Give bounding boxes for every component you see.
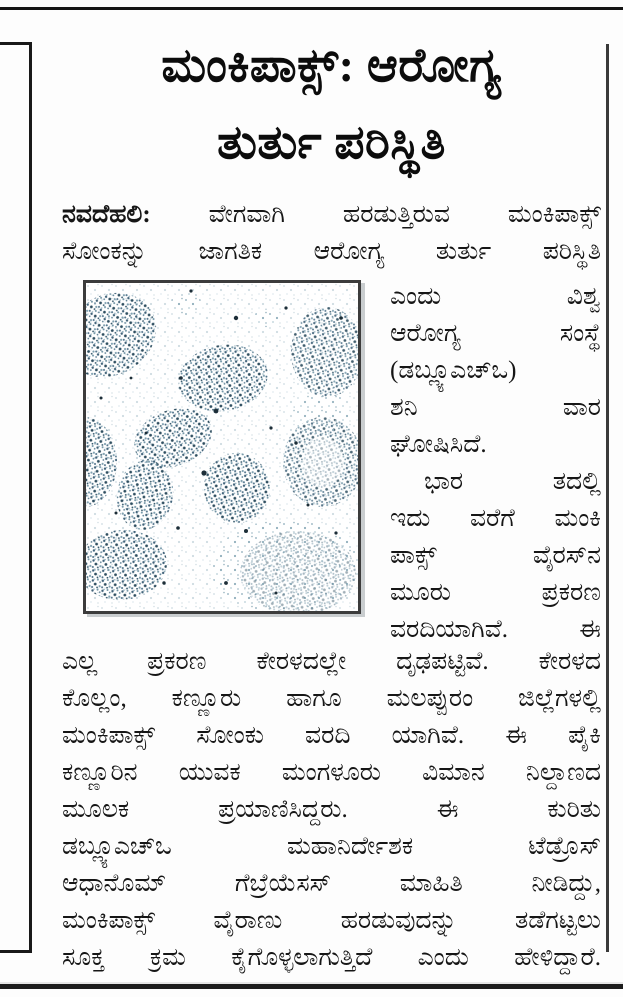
body-line: ಮಂಕಿಪಾಕ್ಸ್ ಸೋಂಕು ವರದಿ ಯಾಗಿವೆ. ಈ ಪೈಕಿ — [62, 722, 601, 749]
micrograph-illustration — [86, 283, 358, 611]
dateline: ನವದೆಹಲಿ: — [62, 201, 151, 228]
body-line: ಡಬ್ಲ್ಯೂಎಚ್‌ಒ ಮಹಾನಿರ್ದೇಶಕ ಟೆಡ್ರೊಸ್ — [62, 833, 601, 860]
column-line: ಎಂದು ವಿಶ್ವ — [390, 283, 601, 310]
article — [60, 0, 603, 997]
body-line: ಮಂಕಿಪಾಕ್ಸ್ ವೈರಾಣು ಹರಡುವುದನ್ನು ತಡೆಗಟ್ಟಲು — [62, 907, 601, 934]
body-text — [62, 643, 601, 976]
headline — [60, 28, 603, 182]
body-line: ಕಣ್ಣೂರಿನ ಯುವಕ ಮಂಗಳೂರು ವಿಮಾನ ನಿಲ್ದಾಣದ — [62, 759, 601, 786]
intro-line-text: ವೇಗವಾಗಿ ಹರಡುತ್ತಿರುವ ಮಂಕಿಪಾಕ್ಸ್ — [208, 201, 601, 228]
headline-line-1: ಮಂಕಿಪಾಕ್ಸ್: ಆರೋಗ್ಯ — [161, 40, 502, 92]
column-divider-rule — [606, 44, 609, 952]
wrap-column-text — [390, 278, 601, 648]
virus-micrograph-photo — [83, 280, 361, 614]
column-line: ವರದಿಯಾಗಿವೆ. ಈ — [390, 616, 601, 643]
column-line: ಭಾರ ತದಲ್ಲಿ — [424, 468, 601, 495]
column-line: ಪಾಕ್ಸ್ ವೈರಸ್‌ನ — [390, 542, 601, 569]
column-line: ಮೂರು ಪ್ರಕರಣ — [390, 579, 601, 606]
body-line: ಕೊಲ್ಲಂ, ಕಣ್ಣೂರು ಹಾಗೂ ಮಲಪ್ಪುರಂ ಜಿಲ್ಲೆಗಳಲ್ಲಿ — [62, 685, 601, 712]
body-line: ಸೂಕ್ತ ಕ್ರಮ ಕೈಗೊಳ್ಳಲಾಗುತ್ತಿದೆ ಎಂದು ಹೇಳಿದ್ದಾರೆ. — [62, 944, 601, 971]
column-line: ಘೋಷಿಸಿದೆ. — [390, 431, 487, 458]
column-line: (ಡಬ್ಲ್ಯೂಎಚ್‌ಒ) — [390, 357, 517, 384]
body-line: ಮೂಲಕ ಪ್ರಯಾಣಿಸಿದ್ದರು. ಈ ಕುರಿತು — [62, 796, 601, 823]
body-line: ಆಧಾನೊಮ್ ಗೆಬ್ರೆಯೆಸಸ್ ಮಾಹಿತಿ ನೀಡಿದ್ದು, — [62, 870, 601, 897]
column-line: ಇದು ವರೆಗೆ ಮಂಕಿ — [390, 505, 601, 532]
column-line: ಆರೋಗ್ಯ ಸಂಸ್ಥೆ — [390, 320, 601, 347]
intro-paragraph — [62, 196, 601, 270]
body-line: ಎಲ್ಲ ಪ್ರಕರಣ ಕೇರಳದಲ್ಲೇ ದೃಢಪಟ್ಟಿವೆ. ಕೇರಳದ — [62, 648, 601, 675]
intro-line — [62, 196, 601, 233]
headline-line-2: ತುರ್ತು ಪರಿಸ್ಥಿತಿ — [217, 117, 446, 169]
column-line: ಶನಿ ವಾರ — [390, 394, 601, 421]
adjacent-article-border — [0, 42, 32, 953]
intro-line: ಸೋಂಕನ್ನು ಜಾಗತಿಕ ಆರೋಗ್ಯ ತುರ್ತು ಪರಿಸ್ಥಿತಿ — [62, 238, 601, 265]
